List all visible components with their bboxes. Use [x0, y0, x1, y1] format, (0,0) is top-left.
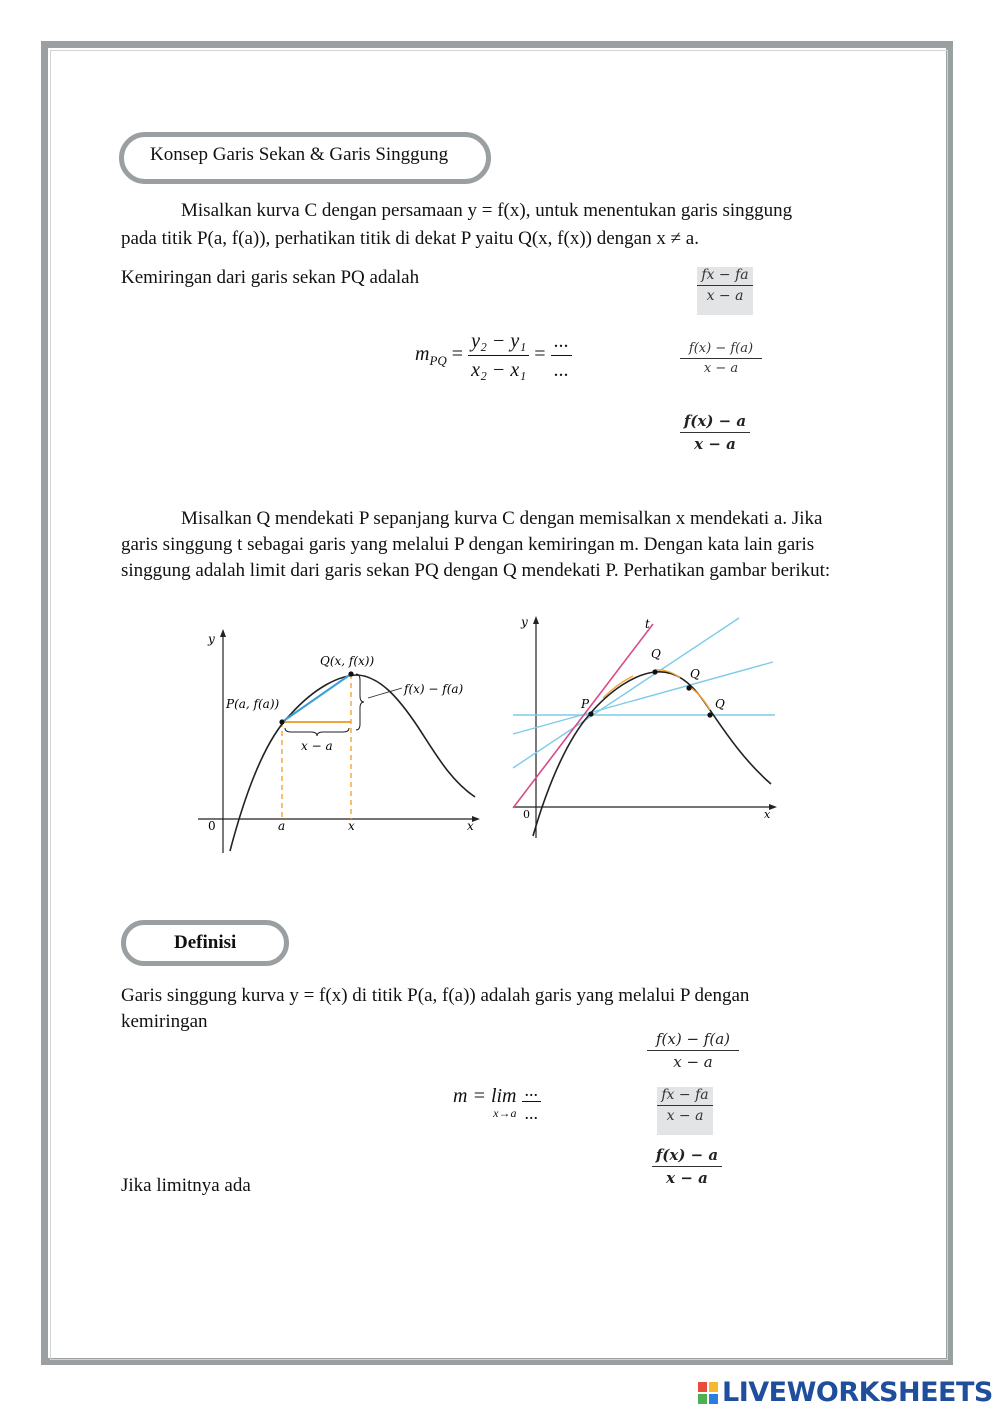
limit-para-line-3: singgung adalah limit dari garis sekan PQ dengan Q mendekati P. Perhatikan gambar berikut: — [121, 560, 831, 581]
rise-bracket — [356, 674, 364, 730]
choice-den: x − a — [694, 435, 736, 453]
drag-choice-1c[interactable] — [680, 412, 750, 458]
run-bracket — [285, 728, 349, 736]
formula-denominator: x₂ − x₁ — [471, 359, 527, 381]
label-Q2: Q — [690, 667, 700, 681]
rise-pointer — [368, 688, 402, 698]
secant-high — [513, 618, 739, 768]
formula-sub: PQ — [429, 353, 447, 369]
choice-num: f(x) − f(a) — [680, 341, 762, 359]
x-axis-label: x — [467, 819, 474, 833]
intro-line-2: pada titik P(a, f(a)), perhatikan titik di dekat P yaitu Q(x, f(x)) dengan x ≠ a. — [121, 228, 699, 249]
secant-line — [282, 674, 351, 722]
logo-mark-icon — [698, 1382, 718, 1404]
label-P: P(a, f(a)) — [226, 697, 280, 711]
limit-para-line-2: garis singgung t sebagai garis yang melalui P dengan kemiringan m. Dengan kata lain garis — [121, 534, 815, 555]
choice-den: x − a — [666, 1169, 708, 1187]
intro-line-1: Misalkan kurva C dengan persamaan y = f(x), untuk menentukan garis singgung — [181, 200, 793, 221]
label-rise: f(x) − f(a) — [404, 682, 464, 696]
blank-denominator: ... — [553, 359, 569, 381]
curve — [533, 672, 771, 836]
y-axis-arrow — [533, 616, 539, 624]
drag-choice-1a[interactable] — [697, 267, 753, 315]
choice-num: f(x) − a — [680, 412, 750, 433]
liveworksheets-logo[interactable] — [698, 1376, 993, 1410]
secant-slope-formula: $m_{PQ}$ = $\frac{\text{y₂ − y₁}}{\text{x₂ − x₁}}$ = $\frac{...}{...}$ — [415, 328, 572, 383]
secant-text: Kemiringan dari garis sekan PQ adalah — [121, 267, 420, 288]
drag-choice-2b[interactable] — [657, 1087, 713, 1135]
point-Q — [348, 671, 353, 676]
definition-title: Definisi — [174, 932, 237, 953]
secant-low — [513, 662, 773, 734]
point-P — [279, 719, 284, 724]
label-run: x − a — [301, 739, 333, 753]
formula-fraction — [468, 328, 529, 383]
origin-label: 0 — [523, 808, 530, 821]
choice-den: x − a — [703, 361, 739, 376]
choice-den: x − a — [673, 1053, 713, 1071]
origin-label: 0 — [208, 819, 216, 833]
drag-choice-2a[interactable] — [647, 1030, 739, 1074]
blank-denominator: ... — [524, 1103, 538, 1123]
definition-line-1: Garis singgung kurva y = f(x) di titik P(a, f(a)) adalah garis yang melalui P dengan — [121, 985, 750, 1006]
choice-den: x − a — [706, 288, 744, 304]
tangent-line — [513, 624, 653, 808]
choice-num: f(x) − f(a) — [647, 1030, 739, 1051]
limit-formula — [453, 1080, 541, 1123]
choice-den: x − a — [666, 1108, 704, 1124]
point-Q2 — [686, 685, 691, 690]
point-P — [588, 711, 593, 716]
blank-numerator: ... — [551, 328, 572, 356]
label-Q1: Q — [651, 647, 661, 661]
definition-footer: Jika limitnya ada — [121, 1175, 251, 1196]
y-axis-arrow — [220, 629, 226, 637]
definition-line-2: kemiringan — [121, 1011, 208, 1032]
blank-numerator: ... — [522, 1080, 542, 1102]
limit-para-line-1: Misalkan Q mendekati P sepanjang kurva C dengan memisalkan x mendekati a. Jika — [181, 508, 823, 529]
tangent-label: t — [645, 617, 650, 631]
drag-choice-2c[interactable] — [652, 1146, 722, 1192]
label-P: P — [581, 697, 590, 711]
limit-subscript: x→a — [493, 1105, 517, 1120]
tangent-figure — [505, 612, 785, 844]
secant-figure — [190, 625, 485, 860]
formula-m: m — [415, 343, 430, 366]
limit-lhs: m = lim — [453, 1084, 517, 1107]
point-Q1 — [652, 669, 657, 674]
x-axis-label: x — [764, 808, 771, 821]
point-Q3 — [707, 712, 712, 717]
answer-drop-zone-1[interactable] — [551, 328, 572, 383]
choice-num: fx − fa — [697, 267, 753, 286]
section-title: Konsep Garis Sekan & Garis Singgung — [150, 144, 449, 165]
drag-choice-1b[interactable] — [680, 341, 762, 381]
y-axis-label: y — [208, 632, 215, 646]
y-axis-label: y — [521, 615, 528, 629]
answer-drop-zone-2[interactable] — [522, 1080, 542, 1123]
label-Q3: Q — [715, 697, 725, 711]
choice-num: f(x) − a — [652, 1146, 722, 1167]
formula-numerator: y₂ − y₁ — [468, 328, 529, 356]
logo-text: LIVEWORKSHEETS — [722, 1377, 993, 1408]
label-Q: Q(x, f(x)) — [320, 654, 375, 668]
tick-x-label: x — [348, 819, 355, 833]
choice-num: fx − fa — [657, 1087, 713, 1106]
tick-a-label: a — [278, 819, 286, 833]
